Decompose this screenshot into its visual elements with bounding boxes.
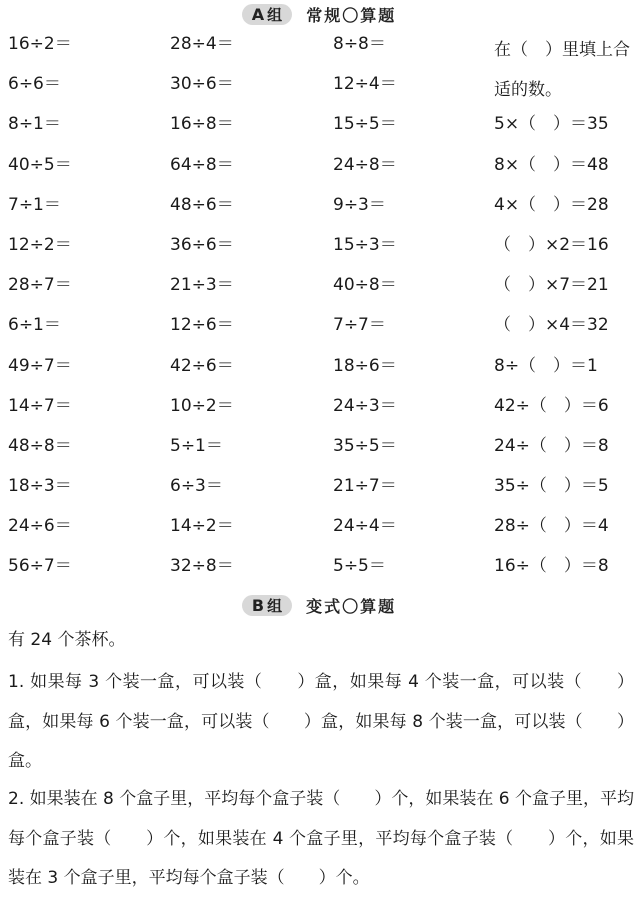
problem-cell: （ ）×4＝32: [494, 315, 609, 336]
problem-cell: 12÷4＝: [333, 74, 397, 95]
problem-cell: 40÷8＝: [333, 275, 397, 296]
problem-cell: 24÷4＝: [333, 516, 397, 537]
problem-cell: 42÷（ ）＝6: [494, 395, 609, 416]
problem-cell: 6÷1＝: [8, 315, 61, 336]
problem-cell: 6÷3＝: [170, 476, 223, 497]
problem-cell: 24÷6＝: [8, 516, 72, 537]
problem-row: [8, 110, 638, 150]
problem-cell: （ ）×7＝21: [494, 275, 609, 296]
problem-cell: 21÷7＝: [333, 476, 397, 497]
problem-row: [8, 231, 638, 271]
group-b-title: 变式〇算题: [306, 597, 397, 616]
problem-row: [8, 472, 638, 512]
problem-cell: （ ）×2＝16: [494, 234, 609, 255]
problem-cell: 40÷5＝: [8, 154, 72, 175]
question-1: 1. 如果每 3 个装一盒，可以装（ ）盒，如果每 4 个装一盒，可以装（ ）盒，如果每 6 个装一盒，可以装（ ）盒，如果每 8 个装一盒，可以装（ ）盒。: [8, 672, 634, 771]
problem-row: [8, 512, 638, 552]
group-a-title: 常规〇算题: [306, 6, 397, 25]
problem-cell: 8×（ ）＝48: [494, 154, 609, 175]
problem-row: [8, 151, 638, 191]
problem-cell: 16÷8＝: [170, 114, 234, 135]
problem-cell: 24÷8＝: [333, 154, 397, 175]
problem-cell: 24÷3＝: [333, 395, 397, 416]
problem-intro: 有 24 个茶杯。: [8, 630, 126, 650]
problem-cell: 7÷1＝: [8, 194, 61, 215]
problem-row: [8, 271, 638, 311]
problem-row: [8, 352, 638, 392]
problem-row: [8, 191, 638, 231]
problem-cell: 64÷8＝: [170, 154, 234, 175]
problem-cell: 48÷6＝: [170, 194, 234, 215]
problem-cell: 56÷7＝: [8, 556, 72, 577]
problem-cell: 10÷2＝: [170, 395, 234, 416]
problem-cell: 8÷（ ）＝1: [494, 355, 598, 376]
problem-cell: 15÷3＝: [333, 234, 397, 255]
problem-cell: 18÷6＝: [333, 355, 397, 376]
problem-cell: 15÷5＝: [333, 114, 397, 135]
problem-cell: 14÷7＝: [8, 395, 72, 416]
problem-cell: 5×（ ）＝35: [494, 114, 609, 135]
problem-cell: 16÷2＝: [8, 34, 72, 54]
problem-cell: 35÷5＝: [333, 435, 397, 456]
problem-cell: 5÷1＝: [170, 435, 223, 456]
problem-cell: 9÷3＝: [333, 194, 386, 215]
group-a-header: [0, 3, 638, 25]
problem-cell: 7÷7＝: [333, 315, 386, 336]
problem-cell: 28÷（ ）＝4: [494, 516, 609, 537]
problem-cell: 5÷5＝: [333, 556, 386, 577]
problem-cell: 35÷（ ）＝5: [494, 476, 609, 497]
problem-cell: 49÷7＝: [8, 355, 72, 376]
calculation-grid: [8, 30, 638, 593]
problem-cell: 30÷6＝: [170, 74, 234, 95]
group-b-badge: B 组: [242, 595, 292, 616]
problem-row: [8, 552, 638, 592]
problem-cell: 21÷3＝: [170, 275, 234, 296]
problem-cell: 28÷7＝: [8, 275, 72, 296]
group-a-badge: A 组: [242, 4, 292, 25]
problem-cell: 16÷（ ）＝8: [494, 556, 609, 577]
problem-row: [8, 311, 638, 351]
problem-cell: 8÷8＝: [333, 34, 386, 54]
problem-cell: 4×（ ）＝28: [494, 194, 609, 215]
question-2: 2. 如果装在 8 个盒子里，平均每个盒子装（ ）个，如果装在 6 个盒子里，平均每个盒子装（ ）个，如果装在 4 个盒子里，平均每个盒子装（ ）个，如果装在 3 个盒子里，平均每个盒子装（ ）个。: [8, 789, 634, 888]
problem-cell: 32÷8＝: [170, 556, 234, 577]
problem-cell: 28÷4＝: [170, 34, 234, 54]
problem-row: [8, 392, 638, 432]
problem-cell: 12÷2＝: [8, 234, 72, 255]
problem-cell: 48÷8＝: [8, 435, 72, 456]
fill-in-instruction: 在（ ）里填上合适的数。: [494, 40, 630, 100]
problem-cell: 6÷6＝: [8, 74, 61, 95]
problem-cell: 8÷1＝: [8, 114, 61, 135]
problem-cell: 42÷6＝: [170, 355, 234, 376]
problem-cell: 18÷3＝: [8, 476, 72, 497]
problem-cell: 14÷2＝: [170, 516, 234, 537]
problem-cell: 12÷6＝: [170, 315, 234, 336]
problem-cell: 36÷6＝: [170, 234, 234, 255]
problem-cell: 24÷（ ）＝8: [494, 435, 609, 456]
group-b-header: [0, 594, 638, 616]
problem-row: [8, 432, 638, 472]
